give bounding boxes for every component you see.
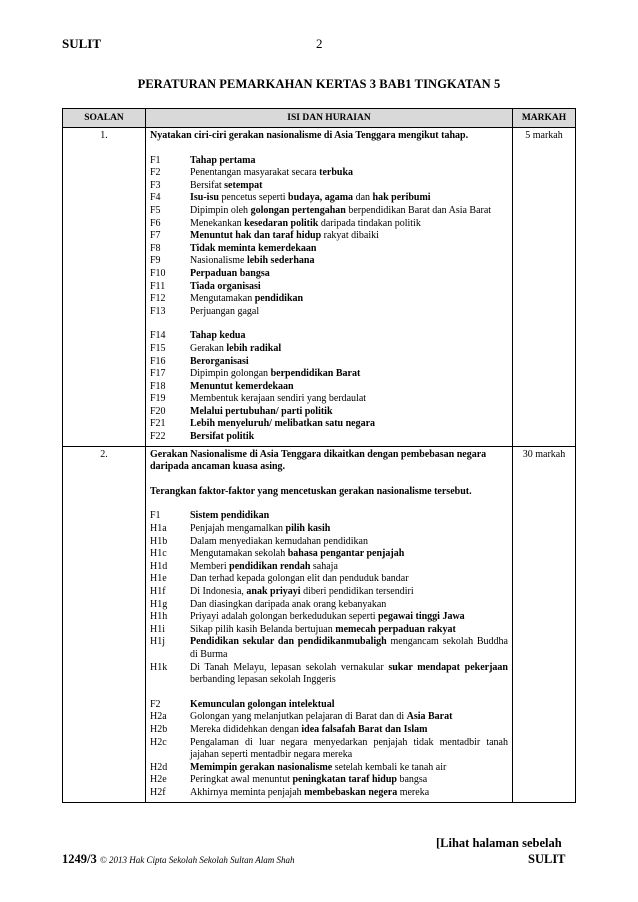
point-text (190, 573, 508, 586)
plain-text: dan (353, 192, 373, 204)
list-item (150, 293, 508, 306)
list-item (150, 561, 508, 574)
list-item (150, 406, 508, 419)
question-number: 1. (63, 128, 146, 447)
group-spacer (150, 318, 508, 330)
plain-text: diberi pendidikan tersendiri (300, 586, 414, 597)
list-item (150, 611, 508, 624)
point-code: H2a (150, 711, 167, 723)
point-code: H1b (150, 535, 168, 547)
point-text (190, 356, 508, 369)
plain-text: Pengalaman di luar negara menyedarkan penjajah tidak mentadbir tanah jajahan seperti mentadbir negara mereka (190, 736, 508, 761)
point-code: H1a (150, 523, 167, 535)
point-code: F19 (150, 393, 166, 405)
plain-text: Dipimpin golongan (190, 368, 271, 380)
point-text (190, 255, 508, 268)
list-item (150, 330, 508, 343)
point-text (190, 368, 508, 381)
point-code: F11 (150, 280, 166, 292)
footer-paper-code (62, 852, 295, 867)
plain-text: berpendidikan Barat dan Asia Barat (345, 204, 492, 216)
header-sulit: SULIT (62, 36, 102, 51)
point-text (190, 624, 508, 637)
emphasis-text: peningkatan taraf hidup (292, 774, 397, 786)
table-row (63, 128, 576, 447)
emphasis-text: lebih sederhana (246, 255, 315, 267)
point-code: H2b (150, 723, 168, 735)
point-text (190, 243, 508, 256)
list-item (150, 536, 508, 549)
list-item (150, 523, 508, 536)
point-text (190, 611, 508, 624)
emphasis-text: Tahap pertama (190, 154, 256, 166)
point-code: F12 (150, 293, 166, 305)
point-code: F1 (150, 510, 161, 522)
point-text (190, 636, 508, 661)
point-text (190, 523, 508, 536)
point-text (190, 787, 508, 800)
list-item (150, 180, 508, 193)
plain-text: Dan terhad kepada golongan elit dan penduduk bandar (190, 573, 409, 585)
point-code: F3 (150, 179, 161, 191)
plain-text: Dan diasingkan daripada anak orang kebanyakan (190, 598, 387, 610)
point-text (190, 406, 508, 419)
point-text (190, 330, 508, 343)
plain-text: sahaja (310, 560, 338, 572)
plain-text: Dalam menyediakan kemudahan pendidikan (190, 535, 368, 547)
list-item (150, 368, 508, 381)
page-number: 2 (316, 36, 323, 51)
point-code: F5 (150, 204, 161, 216)
point-code: F9 (150, 255, 161, 267)
point-code: F7 (150, 230, 161, 242)
question-text: Nyatakan ciri-ciri gerakan nasionalisme di Asia Tenggara mengikut tahap. (150, 130, 469, 141)
plain-text: bangsa (396, 774, 428, 786)
emphasis-text: Memimpin gerakan nasionalisme (190, 761, 333, 773)
list-item (150, 737, 508, 762)
emphasis-text: Kemunculan golongan intelektual (190, 698, 335, 710)
emphasis-text: Isu-isu (190, 192, 219, 204)
plain-text: Sikap pilih kasih Belanda bertujuan (190, 623, 336, 635)
plain-text: Priyayi adalah golongan berkedudukan seperti (190, 611, 378, 623)
emphasis-text: pegawai tinggi Jawa (378, 611, 465, 623)
point-text (190, 293, 508, 306)
col-header-soalan: SOALAN (63, 109, 146, 128)
plain-text: Penentangan masyarakat secara (190, 167, 320, 179)
list-item (150, 268, 508, 281)
point-code: H1g (150, 598, 168, 610)
plain-text: daripada tindakan politik (318, 217, 421, 229)
plain-text: berbanding lepasan sekolah Inggeris (190, 674, 336, 686)
plain-text: Gerakan (190, 342, 227, 354)
list-item (150, 762, 508, 775)
col-header-isi: ISI DAN HURAIAN (146, 109, 513, 128)
point-text (190, 205, 508, 218)
point-code: F10 (150, 267, 166, 279)
plain-text: Perjuangan gagal (190, 305, 260, 317)
list-item (150, 255, 508, 268)
point-text (190, 180, 508, 193)
list-item (150, 343, 508, 356)
list-item (150, 636, 508, 661)
table-header-row (63, 109, 576, 128)
point-code: F2 (150, 698, 161, 710)
emphasis-text: lebih radikal (226, 342, 282, 354)
point-text (190, 418, 508, 431)
list-item (150, 167, 508, 180)
list-item (150, 787, 508, 800)
emphasis-text: bahasa pengantar penjajah (287, 548, 405, 560)
emphasis-text: Pendidikan sekular dan pendidikanmubaligh (190, 636, 387, 648)
marks: 30 markah (513, 446, 576, 802)
emphasis-text: Sistem pendidikan (190, 510, 270, 522)
list-item (150, 573, 508, 586)
emphasis-text: membebaskan negera (304, 786, 398, 798)
emphasis-text: pendidikan (254, 293, 304, 305)
question-text: Gerakan Nasionalisme di Asia Tenggara dikaitkan dengan pembebasan negara daripada ancaman kuasa asing. (150, 448, 487, 473)
list-item (150, 218, 508, 231)
plain-text: rakyat dibaiki (321, 230, 379, 242)
plain-text: Peringkat awal menuntut (190, 774, 293, 786)
emphasis-text: anak priyayi (246, 586, 301, 597)
plain-text: Di Tanah Melayu, lepasan sekolah vernakular (190, 661, 389, 673)
point-code: H2c (150, 736, 167, 748)
point-code: H1d (150, 560, 168, 572)
emphasis-text: Tidak meminta kemerdekaan (190, 242, 317, 254)
point-text (190, 724, 508, 737)
point-text (190, 155, 508, 168)
plain-text: setelah kembali ke tanah air (332, 761, 447, 773)
emphasis-text: idea falsafah Barat dan Islam (301, 723, 428, 735)
list-item (150, 510, 508, 523)
group-spacer (150, 687, 508, 699)
plain-text: Memberi (190, 560, 230, 572)
point-code: F18 (150, 380, 166, 392)
emphasis-text: Tahap kedua (190, 330, 246, 342)
list-item (150, 586, 508, 599)
emphasis-text: Menuntut kemerdekaan (190, 380, 294, 392)
emphasis-text: budaya, agama (288, 192, 354, 204)
answer-content (146, 446, 513, 802)
point-code: H1k (150, 661, 168, 673)
plain-text: Golongan yang melanjutkan pelajaran di Barat dan di (190, 711, 407, 723)
list-item (150, 548, 508, 561)
point-code: F15 (150, 342, 166, 354)
point-code: F4 (150, 192, 161, 204)
plain-text: mengancam sekolah Buddha di Burma (190, 636, 508, 660)
list-item (150, 205, 508, 218)
point-code: H1f (150, 586, 166, 597)
emphasis-text: Asia Barat (406, 711, 453, 723)
list-item (150, 306, 508, 319)
copyright-notice: © 2013 Hak Cipta Sekolah Sekolah Sultan Alam Shah (99, 855, 295, 865)
point-text (190, 586, 508, 599)
point-code: F21 (150, 418, 166, 430)
plain-text: Mengutamakan (190, 293, 255, 305)
point-code: H1c (150, 548, 167, 560)
plain-text: pencetus seperti (218, 192, 289, 204)
point-text (190, 230, 508, 243)
footer-sulit: SULIT (528, 852, 566, 866)
plain-text: Menekankan (190, 217, 245, 229)
list-item (150, 624, 508, 637)
plain-text: Mereka dididehkan dengan (190, 723, 302, 735)
col-header-markah: MARKAH (513, 109, 576, 128)
point-code: F14 (150, 330, 166, 342)
emphasis-text: pendidikan rendah (229, 560, 311, 572)
point-text (190, 711, 508, 724)
plain-text: Nasionalisme (190, 255, 247, 267)
point-text (190, 343, 508, 356)
point-code: F16 (150, 355, 166, 367)
table-row (63, 446, 576, 802)
list-item (150, 230, 508, 243)
point-text (190, 662, 508, 687)
point-code: F22 (150, 431, 166, 443)
list-item (150, 699, 508, 712)
point-text (190, 393, 508, 406)
plain-text: Di Indonesia, (190, 586, 247, 597)
emphasis-text: golongan pertengahan (250, 204, 346, 216)
point-code: F8 (150, 242, 161, 254)
list-item (150, 381, 508, 394)
point-code: F2 (150, 167, 161, 179)
footer-next-page: [Lihat halaman sebelah (436, 836, 562, 850)
point-code: F17 (150, 368, 166, 380)
point-text (190, 762, 508, 775)
emphasis-text: Lebih menyeluruh/ melibatkan satu negara (190, 418, 376, 430)
list-item (150, 155, 508, 168)
point-code: H1i (150, 623, 165, 635)
emphasis-text: memecah perpaduan rakyat (335, 623, 456, 635)
emphasis-text: berpendidikan Barat (270, 368, 361, 380)
emphasis-text: hak peribumi (372, 192, 431, 204)
point-text (190, 431, 508, 444)
plain-text: Penjajah mengamalkan (190, 523, 286, 535)
point-text (190, 192, 508, 205)
emphasis-text: terbuka (319, 167, 354, 179)
plain-text: mereka (397, 786, 430, 798)
point-code: H1h (150, 611, 168, 623)
question-text: Terangkan faktor-faktor yang mencetuskan gerakan nasionalisme tersebut. (150, 485, 472, 497)
list-item (150, 393, 508, 406)
marks: 5 markah (513, 128, 576, 447)
point-code: H1j (150, 636, 165, 648)
point-code: H2f (150, 786, 166, 798)
point-code: H1e (150, 573, 167, 585)
emphasis-text: sukar mendapat pekerjaan (388, 661, 508, 673)
plain-text: Membentuk kerajaan sendiri yang berdaulat (190, 393, 367, 405)
point-code: H2d (150, 761, 168, 773)
list-item (150, 662, 508, 687)
list-item (150, 281, 508, 294)
list-item (150, 711, 508, 724)
marking-scheme-table (62, 108, 576, 803)
answer-content (146, 128, 513, 447)
point-text (190, 281, 508, 294)
point-text (190, 306, 508, 319)
paper-code: 1249/3 (62, 852, 97, 866)
point-text (190, 599, 508, 612)
point-code: F6 (150, 217, 161, 229)
emphasis-text: Perpaduan bangsa (190, 267, 270, 279)
emphasis-text: Menuntut hak dan taraf hidup (190, 230, 322, 242)
plain-text: Bersifat (190, 179, 225, 191)
list-item (150, 418, 508, 431)
emphasis-text: kesedaran politik (244, 217, 319, 229)
point-text (190, 737, 508, 762)
emphasis-text: Melalui pertubuhan/ parti politik (190, 405, 333, 417)
list-item (150, 356, 508, 369)
document-title: PERATURAN PEMARKAHAN KERTAS 3 BAB1 TINGKATAN 5 (137, 77, 501, 91)
emphasis-text: Tiada organisasi (190, 280, 261, 292)
point-text (190, 381, 508, 394)
point-text (190, 510, 508, 523)
point-text (190, 774, 508, 787)
plain-text: Akhirnya meminta penjajah (190, 786, 305, 798)
point-text (190, 548, 508, 561)
list-item (150, 243, 508, 256)
point-text (190, 699, 508, 712)
point-text (190, 536, 508, 549)
point-code: H2e (150, 774, 167, 786)
emphasis-text: Berorganisasi (190, 355, 249, 367)
plain-text: Dipimpin oleh (190, 204, 251, 216)
list-item (150, 599, 508, 612)
point-text (190, 218, 508, 231)
list-item (150, 724, 508, 737)
list-item (150, 431, 508, 444)
point-code: F13 (150, 305, 166, 317)
emphasis-text: pilih kasih (285, 523, 331, 535)
list-item (150, 774, 508, 787)
list-item (150, 192, 508, 205)
emphasis-text: Bersifat politik (190, 431, 255, 443)
emphasis-text: setempat (224, 179, 263, 191)
point-code: F20 (150, 405, 166, 417)
point-text (190, 167, 508, 180)
point-code: F1 (150, 154, 161, 166)
question-number: 2. (63, 446, 146, 802)
point-text (190, 268, 508, 281)
plain-text: Mengutamakan sekolah (190, 548, 288, 560)
point-text (190, 561, 508, 574)
